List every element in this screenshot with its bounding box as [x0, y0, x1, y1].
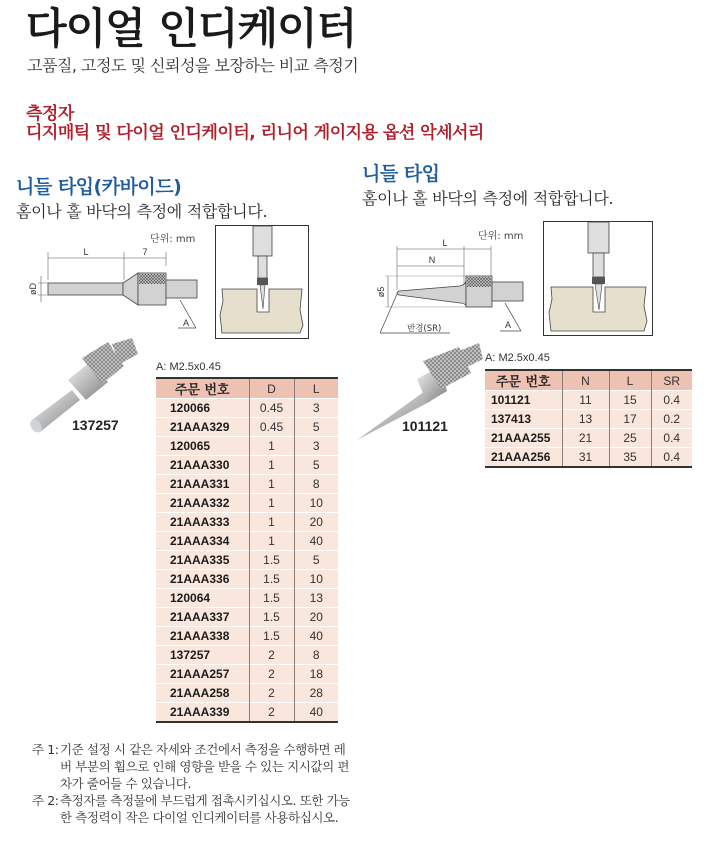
cell-sr: 0.2	[651, 410, 692, 429]
left-product-heading: 니들 타입(카바이드)	[16, 176, 182, 198]
section-title: 측정자	[26, 104, 74, 124]
svg-text:ø5: ø5	[376, 286, 386, 298]
cell-l: 20	[294, 608, 338, 627]
order-no: 21AAA330	[156, 456, 249, 475]
cell-n: 11	[562, 391, 609, 410]
table-row	[156, 475, 338, 494]
note-label: 주 1:	[32, 742, 59, 757]
svg-text:N: N	[428, 255, 436, 265]
footnotes	[32, 741, 350, 826]
column-header-order-no: 주문 번호	[485, 370, 562, 391]
table-row	[485, 429, 692, 448]
column-header-order-no: 주문 번호	[156, 378, 249, 399]
column-header-l: L	[294, 378, 338, 399]
right-dimension-diagram-icon	[355, 240, 540, 340]
table-row	[485, 391, 692, 410]
column-header-d: D	[249, 378, 294, 399]
cell-l: 40	[294, 703, 338, 722]
cell-d: 2	[249, 646, 294, 665]
table-row	[156, 513, 338, 532]
note-text: 기준 설정 시 같은 자세와 조건에서 측정을 수행하면 레버 부분의 휨으로 인해 영향을 받을 수 있는 지시값의 편차가 줄어들 수 있습니다.	[60, 742, 350, 791]
cell-sr: 0.4	[651, 391, 692, 410]
cell-l: 10	[294, 494, 338, 513]
cell-l: 8	[294, 646, 338, 665]
left-photo-part-number: 137257	[72, 417, 119, 433]
cell-l: 18	[294, 665, 338, 684]
cell-d: 1.5	[249, 551, 294, 570]
order-no: 120065	[156, 437, 249, 456]
order-no: 21AAA256	[485, 448, 562, 467]
table-row	[156, 570, 338, 589]
order-no: 21AAA331	[156, 475, 249, 494]
svg-text:L: L	[83, 247, 89, 257]
table-row	[485, 410, 692, 429]
order-no: 21AAA334	[156, 532, 249, 551]
cell-l: 5	[294, 418, 338, 437]
cell-d: 1	[249, 532, 294, 551]
cell-l: 5	[294, 456, 338, 475]
svg-text:7: 7	[142, 247, 148, 257]
right-usage-illustration-icon	[543, 221, 653, 336]
cell-d: 1.5	[249, 627, 294, 646]
cell-d: 0.45	[249, 418, 294, 437]
order-no: 137257	[156, 646, 249, 665]
order-no: 21AAA336	[156, 570, 249, 589]
cell-d: 1	[249, 456, 294, 475]
table-row	[156, 532, 338, 551]
table-row	[156, 494, 338, 513]
cell-d: 1	[249, 494, 294, 513]
left-spec-table	[156, 377, 338, 723]
table-row	[156, 703, 338, 722]
svg-text:A: A	[505, 320, 512, 330]
cell-sr: 0.4	[651, 448, 692, 467]
cell-d: 1.5	[249, 570, 294, 589]
table-row	[156, 437, 338, 456]
cell-d: 1	[249, 475, 294, 494]
column-header-sr: SR	[651, 370, 692, 391]
order-no: 21AAA333	[156, 513, 249, 532]
svg-text:L: L	[442, 238, 448, 248]
cell-l: 8	[294, 475, 338, 494]
order-no: 120064	[156, 589, 249, 608]
cell-d: 1	[249, 513, 294, 532]
cell-l: 13	[294, 589, 338, 608]
left-dimension-diagram-icon	[0, 240, 210, 340]
table-row	[156, 627, 338, 646]
svg-text:A: A	[183, 318, 190, 328]
cell-n: 13	[562, 410, 609, 429]
note-label: 주 2:	[32, 793, 59, 808]
cell-d: 2	[249, 684, 294, 703]
cell-l: 20	[294, 513, 338, 532]
order-no: 21AAA255	[485, 429, 562, 448]
note-1	[32, 741, 350, 792]
table-row	[156, 551, 338, 570]
cell-n: 21	[562, 429, 609, 448]
order-no: 137413	[485, 410, 562, 429]
page-subtitle: 고품질, 고정도 및 신뢰성을 보장하는 비교 측정기	[27, 56, 359, 75]
cell-sr: 0.4	[651, 429, 692, 448]
cell-l: 17	[609, 410, 651, 429]
cell-d: 1.5	[249, 608, 294, 627]
cell-d: 1.5	[249, 589, 294, 608]
cell-l: 28	[294, 684, 338, 703]
cell-l: 25	[609, 429, 651, 448]
cell-l: 40	[294, 627, 338, 646]
order-no: 21AAA332	[156, 494, 249, 513]
cell-l: 35	[609, 448, 651, 467]
order-no: 120066	[156, 399, 249, 418]
order-no: 21AAA329	[156, 418, 249, 437]
svg-text:반경(SR): 반경(SR)	[407, 324, 442, 334]
cell-l: 15	[609, 391, 651, 410]
order-no: 21AAA335	[156, 551, 249, 570]
section-subtitle: 디지매틱 및 다이얼 인디케이터, 리니어 게이지용 옵션 악세서리	[26, 123, 484, 143]
order-no: 21AAA337	[156, 608, 249, 627]
page-title: 다이얼 인디케이터	[26, 4, 357, 53]
table-row	[156, 589, 338, 608]
note-2	[32, 792, 350, 826]
cell-d: 0.45	[249, 399, 294, 418]
table-row	[156, 646, 338, 665]
order-no: 21AAA338	[156, 627, 249, 646]
right-thread-spec: A: M2.5x0.45	[485, 352, 550, 364]
order-no: 21AAA339	[156, 703, 249, 722]
table-row	[485, 448, 692, 467]
table-row	[156, 399, 338, 418]
column-header-n: N	[562, 370, 609, 391]
note-text: 측정자를 측정물에 부드럽게 접촉시키십시오. 또한 가능한 측정력이 작은 다이얼 인디케이터를 사용하십시오.	[60, 793, 350, 825]
cell-n: 31	[562, 448, 609, 467]
column-header-l: L	[609, 370, 651, 391]
cell-l: 40	[294, 532, 338, 551]
cell-d: 2	[249, 703, 294, 722]
right-spec-table	[485, 369, 692, 468]
table-row	[156, 456, 338, 475]
left-unit-label: 단위: mm	[150, 234, 196, 245]
svg-text:øD: øD	[28, 283, 38, 295]
order-no: 21AAA257	[156, 665, 249, 684]
order-no: 101121	[485, 391, 562, 410]
cell-l: 10	[294, 570, 338, 589]
right-product-heading: 니들 타입	[362, 163, 440, 185]
right-unit-label: 단위: mm	[478, 231, 524, 242]
table-row	[156, 418, 338, 437]
cell-d: 2	[249, 665, 294, 684]
left-thread-spec: A: M2.5x0.45	[156, 361, 221, 373]
right-photo-part-number: 101121	[402, 418, 448, 434]
table-row	[156, 665, 338, 684]
order-no: 21AAA258	[156, 684, 249, 703]
cell-l: 3	[294, 437, 338, 456]
left-product-description: 홈이나 홀 바닥의 측정에 적합합니다.	[16, 202, 268, 221]
table-row	[156, 684, 338, 703]
cell-l: 5	[294, 551, 338, 570]
left-usage-illustration-icon	[215, 225, 309, 339]
cell-l: 3	[294, 399, 338, 418]
cell-d: 1	[249, 437, 294, 456]
table-row	[156, 608, 338, 627]
right-product-description: 홈이나 홀 바닥의 측정에 적합합니다.	[362, 189, 614, 208]
